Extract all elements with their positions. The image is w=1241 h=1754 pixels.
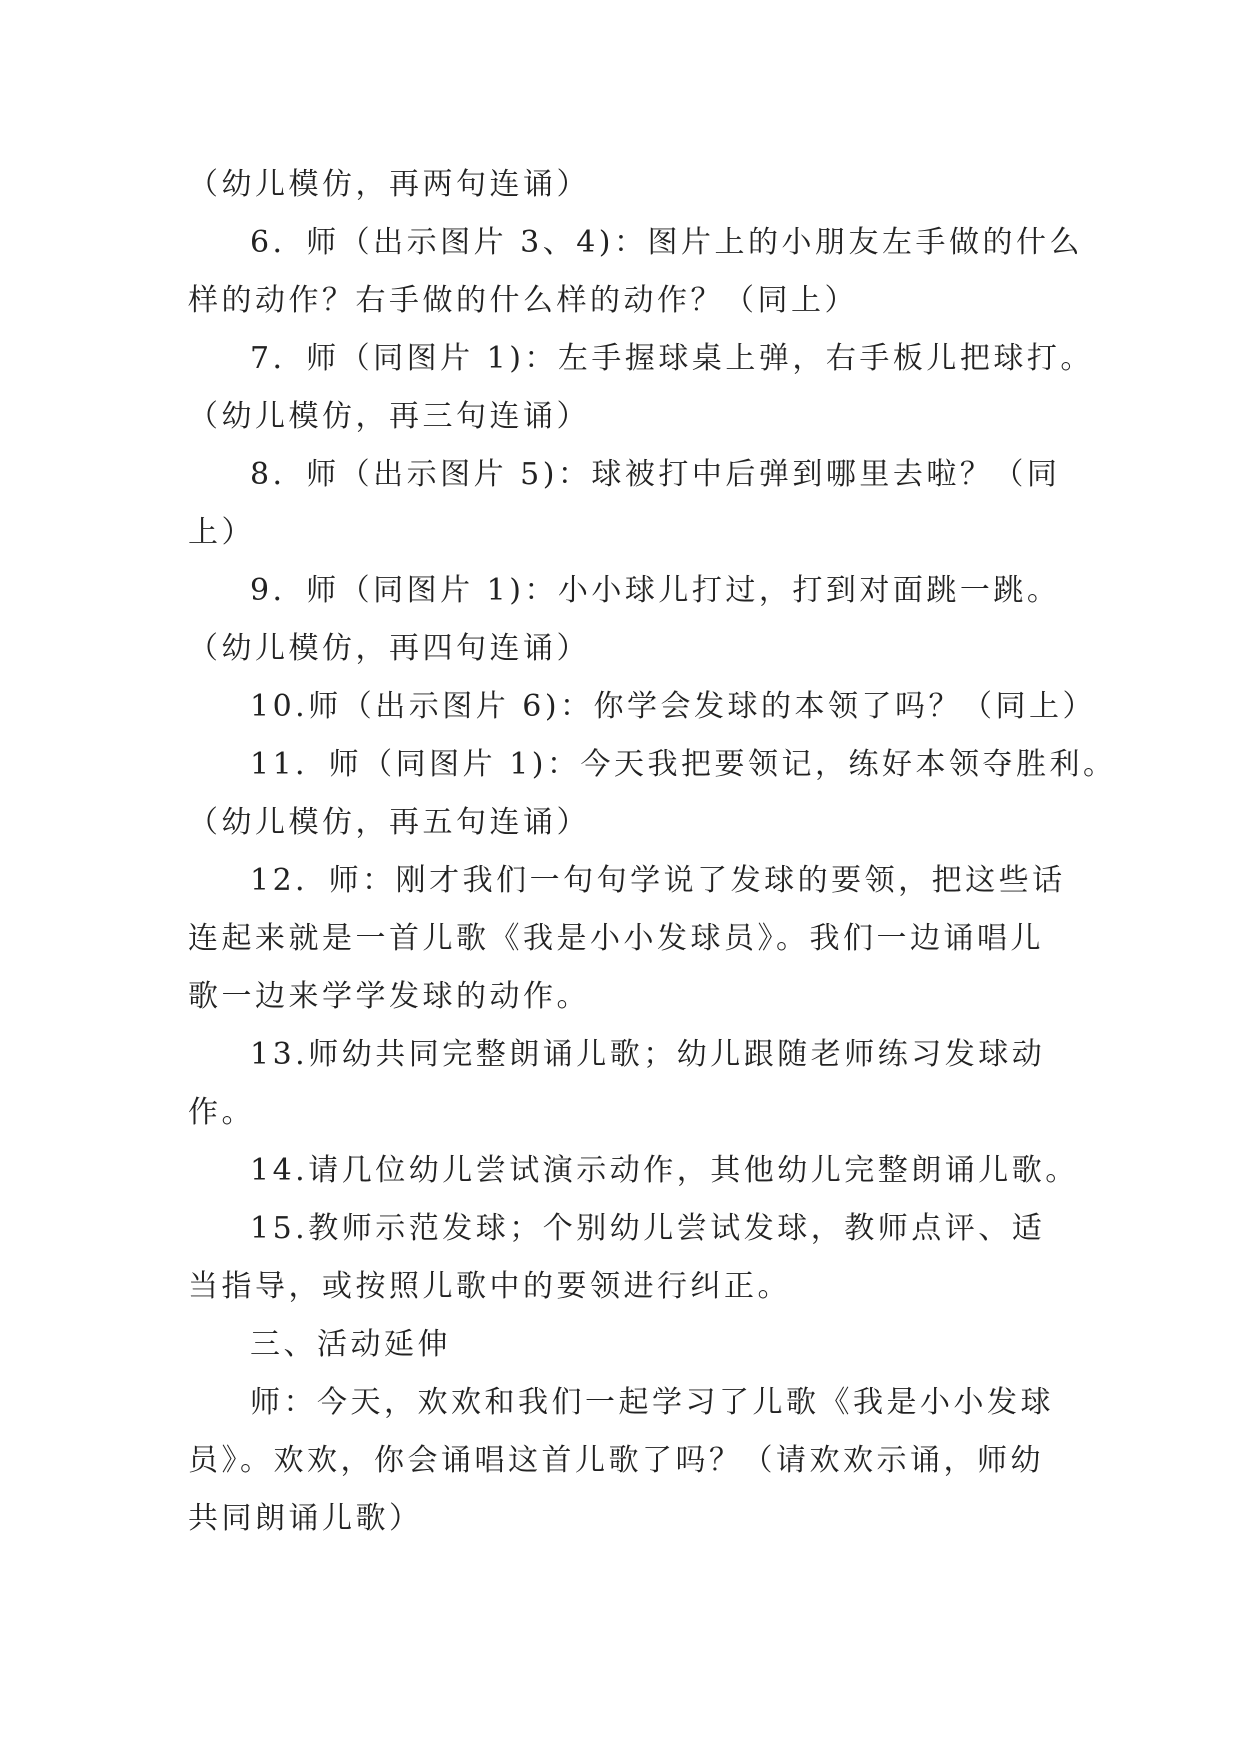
text-line: 14.请几位幼儿尝试演示动作，其他幼儿完整朗诵儿歌。 [250, 1153, 1079, 1188]
section-heading: 三、活动延伸 [250, 1327, 451, 1362]
text-line: 8．师（出示图片 5)：球被打中后弹到哪里去啦？（同 [250, 457, 1061, 492]
text-line: （幼儿模仿，再三句连诵） [188, 399, 590, 434]
text-line: 师：今天，欢欢和我们一起学习了儿歌《我是小小发球 [250, 1385, 1054, 1420]
text-line: 连起来就是一首儿歌《我是小小发球员》。我们一边诵唱儿 [188, 921, 1044, 956]
text-line: 7．师（同图片 1)：左手握球桌上弹，右手板儿把球打。 [250, 341, 1094, 376]
text-line: （幼儿模仿，再两句连诵） [188, 167, 590, 202]
text-line: （幼儿模仿，再五句连诵） [188, 805, 590, 840]
text-line: 11．师（同图片 1)：今天我把要领记，练好本领夺胜利。 [250, 747, 1117, 782]
text-line: 员》。欢欢，你会诵唱这首儿歌了吗？（请欢欢示诵，师幼 [188, 1443, 1044, 1478]
text-line: 13.师幼共同完整朗诵儿歌；幼儿跟随老师练习发球动 [250, 1037, 1046, 1072]
text-line: 上） [188, 515, 255, 550]
text-line: 12．师：刚才我们一句句学说了发球的要领，把这些话 [250, 863, 1066, 898]
text-line: 6．师（出示图片 3、4)：图片上的小朋友左手做的什么 [250, 225, 1084, 260]
text-line: 样的动作？右手做的什么样的动作？（同上） [188, 283, 858, 318]
text-line: 作。 [188, 1095, 255, 1130]
text-line: 15.教师示范发球；个别幼儿尝试发球，教师点评、适 [250, 1211, 1046, 1246]
text-line: 10.师（出示图片 6)：你学会发球的本领了吗？（同上） [250, 689, 1097, 724]
text-line: 歌一边来学学发球的动作。 [188, 979, 590, 1014]
text-line: 共同朗诵儿歌） [188, 1501, 423, 1536]
text-line: 9．师（同图片 1)：小小球儿打过，打到对面跳一跳。 [250, 573, 1061, 608]
text-line: 当指导，或按照儿歌中的要领进行纠正。 [188, 1269, 791, 1304]
text-line: （幼儿模仿，再四句连诵） [188, 631, 590, 666]
